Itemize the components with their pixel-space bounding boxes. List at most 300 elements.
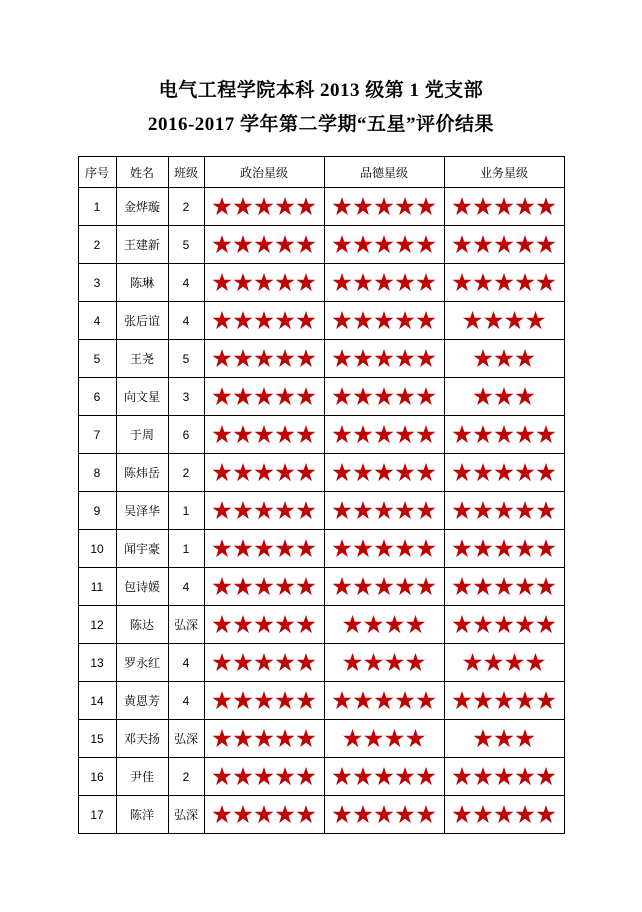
- star-icon: [453, 235, 472, 254]
- star-icon: [417, 273, 436, 292]
- star-icon: [375, 691, 394, 710]
- star-icon: [213, 577, 232, 596]
- cell-name: 王建新: [116, 226, 168, 264]
- star-icon: [474, 463, 493, 482]
- star-icon: [333, 387, 352, 406]
- star-icon: [343, 615, 362, 634]
- cell-moral-stars: [324, 264, 444, 302]
- star-group: [445, 539, 564, 558]
- star-icon: [417, 767, 436, 786]
- cell-index: 10: [78, 530, 116, 568]
- cell-political-stars: [204, 188, 324, 226]
- star-group: [325, 311, 444, 330]
- star-icon: [343, 653, 362, 672]
- star-icon: [474, 577, 493, 596]
- star-icon: [537, 767, 556, 786]
- star-icon: [474, 615, 493, 634]
- star-group: [205, 311, 324, 330]
- star-icon: [516, 349, 535, 368]
- star-icon: [484, 311, 503, 330]
- star-icon: [354, 805, 373, 824]
- star-icon: [516, 235, 535, 254]
- star-group: [325, 235, 444, 254]
- star-icon: [354, 767, 373, 786]
- star-icon: [516, 197, 535, 216]
- star-icon: [537, 615, 556, 634]
- star-icon: [333, 349, 352, 368]
- star-icon: [234, 539, 253, 558]
- column-header-index: 序号: [78, 157, 116, 188]
- star-icon: [385, 653, 404, 672]
- star-icon: [396, 805, 415, 824]
- star-icon: [297, 273, 316, 292]
- star-group: [445, 767, 564, 786]
- star-icon: [453, 197, 472, 216]
- star-icon: [234, 235, 253, 254]
- cell-moral-stars: [324, 568, 444, 606]
- table-header-row: [78, 157, 564, 188]
- star-group: [325, 767, 444, 786]
- star-icon: [297, 235, 316, 254]
- cell-political-stars: [204, 378, 324, 416]
- cell-business-stars: [444, 226, 564, 264]
- star-icon: [417, 577, 436, 596]
- star-icon: [453, 805, 472, 824]
- star-icon: [297, 349, 316, 368]
- star-icon: [396, 767, 415, 786]
- star-group: [325, 387, 444, 406]
- star-icon: [474, 805, 493, 824]
- star-icon: [375, 539, 394, 558]
- star-icon: [537, 805, 556, 824]
- star-group: [445, 311, 564, 330]
- star-group: [445, 425, 564, 444]
- star-icon: [364, 653, 383, 672]
- cell-index: 9: [78, 492, 116, 530]
- cell-name: 陈达: [116, 606, 168, 644]
- star-icon: [276, 311, 295, 330]
- star-icon: [234, 349, 253, 368]
- star-icon: [396, 235, 415, 254]
- cell-class: 1: [168, 492, 204, 530]
- star-icon: [354, 387, 373, 406]
- star-icon: [234, 425, 253, 444]
- star-group: [445, 691, 564, 710]
- star-group: [205, 539, 324, 558]
- star-icon: [474, 539, 493, 558]
- star-group: [445, 463, 564, 482]
- cell-name: 邓天扬: [116, 720, 168, 758]
- cell-moral-stars: [324, 188, 444, 226]
- star-icon: [276, 463, 295, 482]
- star-icon: [354, 539, 373, 558]
- cell-class: 4: [168, 264, 204, 302]
- star-icon: [255, 653, 274, 672]
- star-icon: [234, 615, 253, 634]
- star-icon: [276, 273, 295, 292]
- star-icon: [474, 501, 493, 520]
- star-group: [205, 273, 324, 292]
- star-icon: [375, 805, 394, 824]
- star-icon: [234, 273, 253, 292]
- star-group: [325, 463, 444, 482]
- cell-business-stars: [444, 758, 564, 796]
- cell-political-stars: [204, 264, 324, 302]
- cell-index: 12: [78, 606, 116, 644]
- cell-business-stars: [444, 302, 564, 340]
- star-icon: [255, 197, 274, 216]
- cell-class: 1: [168, 530, 204, 568]
- star-icon: [537, 425, 556, 444]
- star-icon: [484, 653, 503, 672]
- star-icon: [495, 349, 514, 368]
- cell-index: 11: [78, 568, 116, 606]
- title-line-2: 2016-2017 学年第二学期“五星”评价结果: [147, 114, 495, 135]
- star-icon: [276, 729, 295, 748]
- table-row: [78, 720, 564, 758]
- star-icon: [453, 501, 472, 520]
- star-icon: [516, 691, 535, 710]
- cell-index: 4: [78, 302, 116, 340]
- star-icon: [234, 311, 253, 330]
- star-icon: [333, 197, 352, 216]
- star-icon: [297, 463, 316, 482]
- star-icon: [354, 311, 373, 330]
- star-icon: [474, 767, 493, 786]
- cell-moral-stars: [324, 758, 444, 796]
- table-row: [78, 606, 564, 644]
- star-icon: [255, 615, 274, 634]
- star-icon: [213, 767, 232, 786]
- star-icon: [354, 425, 373, 444]
- star-icon: [354, 691, 373, 710]
- cell-business-stars: [444, 492, 564, 530]
- star-icon: [375, 197, 394, 216]
- cell-name: 陈炜岳: [116, 454, 168, 492]
- cell-class: 4: [168, 302, 204, 340]
- star-icon: [537, 463, 556, 482]
- star-icon: [396, 349, 415, 368]
- star-group: [325, 273, 444, 292]
- star-group: [205, 197, 324, 216]
- cell-index: 2: [78, 226, 116, 264]
- table-row: [78, 302, 564, 340]
- star-icon: [537, 691, 556, 710]
- star-icon: [354, 463, 373, 482]
- star-icon: [516, 539, 535, 558]
- star-icon: [276, 539, 295, 558]
- star-icon: [453, 615, 472, 634]
- star-group: [205, 805, 324, 824]
- star-icon: [516, 425, 535, 444]
- star-icon: [297, 729, 316, 748]
- star-icon: [385, 729, 404, 748]
- star-group: [445, 273, 564, 292]
- star-icon: [255, 235, 274, 254]
- star-icon: [255, 767, 274, 786]
- star-icon: [276, 501, 295, 520]
- star-icon: [537, 197, 556, 216]
- star-icon: [276, 197, 295, 216]
- cell-class: 2: [168, 454, 204, 492]
- star-icon: [417, 805, 436, 824]
- star-icon: [213, 615, 232, 634]
- star-group: [205, 501, 324, 520]
- cell-moral-stars: [324, 302, 444, 340]
- star-icon: [213, 501, 232, 520]
- cell-business-stars: [444, 606, 564, 644]
- star-icon: [276, 691, 295, 710]
- title-line-1: 电气工程学院本科 2013 级第 1 党支部: [158, 80, 484, 101]
- cell-business-stars: [444, 454, 564, 492]
- cell-index: 6: [78, 378, 116, 416]
- cell-political-stars: [204, 226, 324, 264]
- star-icon: [276, 387, 295, 406]
- cell-class: 弘深: [168, 606, 204, 644]
- star-icon: [255, 349, 274, 368]
- star-icon: [385, 615, 404, 634]
- star-icon: [234, 577, 253, 596]
- cell-index: 15: [78, 720, 116, 758]
- table-row: [78, 378, 564, 416]
- table-row: [78, 416, 564, 454]
- star-icon: [297, 805, 316, 824]
- star-icon: [495, 273, 514, 292]
- star-group: [205, 691, 324, 710]
- star-icon: [406, 729, 425, 748]
- cell-political-stars: [204, 492, 324, 530]
- star-icon: [516, 577, 535, 596]
- star-icon: [213, 425, 232, 444]
- star-icon: [474, 349, 493, 368]
- cell-name: 金烨璇: [116, 188, 168, 226]
- star-icon: [276, 615, 295, 634]
- star-icon: [495, 463, 514, 482]
- star-group: [325, 501, 444, 520]
- star-icon: [396, 197, 415, 216]
- table-row: [78, 758, 564, 796]
- star-icon: [417, 235, 436, 254]
- star-icon: [276, 235, 295, 254]
- star-icon: [453, 539, 472, 558]
- cell-political-stars: [204, 606, 324, 644]
- star-icon: [213, 463, 232, 482]
- star-icon: [234, 691, 253, 710]
- cell-political-stars: [204, 416, 324, 454]
- table-row: [78, 492, 564, 530]
- star-icon: [375, 235, 394, 254]
- star-group: [445, 729, 564, 748]
- star-icon: [375, 311, 394, 330]
- star-icon: [396, 501, 415, 520]
- star-icon: [234, 729, 253, 748]
- star-icon: [526, 653, 545, 672]
- star-icon: [276, 805, 295, 824]
- star-group: [205, 387, 324, 406]
- cell-political-stars: [204, 644, 324, 682]
- star-icon: [375, 767, 394, 786]
- table-row: [78, 188, 564, 226]
- column-header-business: 业务星级: [444, 157, 564, 188]
- star-icon: [406, 615, 425, 634]
- column-header-class: 班级: [168, 157, 204, 188]
- star-icon: [234, 463, 253, 482]
- cell-business-stars: [444, 416, 564, 454]
- column-header-name: 姓名: [116, 157, 168, 188]
- star-icon: [354, 235, 373, 254]
- star-icon: [213, 273, 232, 292]
- star-icon: [297, 311, 316, 330]
- cell-business-stars: [444, 340, 564, 378]
- cell-business-stars: [444, 796, 564, 834]
- star-icon: [333, 425, 352, 444]
- star-icon: [474, 691, 493, 710]
- star-group: [445, 653, 564, 672]
- star-icon: [474, 273, 493, 292]
- cell-class: 3: [168, 378, 204, 416]
- star-icon: [474, 729, 493, 748]
- table-row: [78, 264, 564, 302]
- cell-name: 吴泽华: [116, 492, 168, 530]
- star-icon: [516, 273, 535, 292]
- cell-moral-stars: [324, 378, 444, 416]
- star-icon: [474, 235, 493, 254]
- star-group: [445, 235, 564, 254]
- star-group: [445, 197, 564, 216]
- star-icon: [453, 463, 472, 482]
- star-icon: [537, 577, 556, 596]
- star-icon: [537, 539, 556, 558]
- star-icon: [354, 349, 373, 368]
- star-icon: [406, 653, 425, 672]
- star-icon: [333, 577, 352, 596]
- star-group: [445, 387, 564, 406]
- star-icon: [297, 767, 316, 786]
- star-icon: [255, 387, 274, 406]
- star-icon: [297, 387, 316, 406]
- star-icon: [453, 273, 472, 292]
- cell-business-stars: [444, 530, 564, 568]
- star-icon: [213, 729, 232, 748]
- star-icon: [297, 539, 316, 558]
- star-icon: [463, 653, 482, 672]
- star-icon: [375, 387, 394, 406]
- star-icon: [333, 273, 352, 292]
- star-icon: [276, 653, 295, 672]
- star-icon: [516, 805, 535, 824]
- star-icon: [505, 653, 524, 672]
- star-icon: [516, 463, 535, 482]
- cell-moral-stars: [324, 492, 444, 530]
- cell-moral-stars: [324, 606, 444, 644]
- star-icon: [213, 539, 232, 558]
- star-icon: [417, 501, 436, 520]
- star-icon: [297, 501, 316, 520]
- cell-political-stars: [204, 568, 324, 606]
- cell-political-stars: [204, 530, 324, 568]
- star-icon: [297, 653, 316, 672]
- table-header: [78, 157, 564, 188]
- star-group: [445, 501, 564, 520]
- cell-moral-stars: [324, 226, 444, 264]
- cell-class: 弘深: [168, 796, 204, 834]
- star-icon: [354, 577, 373, 596]
- cell-index: 16: [78, 758, 116, 796]
- star-group: [325, 197, 444, 216]
- cell-name: 张后谊: [116, 302, 168, 340]
- star-icon: [234, 387, 253, 406]
- star-icon: [516, 387, 535, 406]
- star-icon: [495, 501, 514, 520]
- cell-class: 2: [168, 758, 204, 796]
- star-icon: [453, 577, 472, 596]
- cell-political-stars: [204, 796, 324, 834]
- cell-political-stars: [204, 454, 324, 492]
- star-icon: [234, 805, 253, 824]
- star-icon: [255, 577, 274, 596]
- cell-class: 6: [168, 416, 204, 454]
- star-group: [445, 577, 564, 596]
- star-icon: [333, 463, 352, 482]
- table-row: [78, 568, 564, 606]
- star-icon: [417, 539, 436, 558]
- star-icon: [255, 729, 274, 748]
- star-icon: [417, 311, 436, 330]
- cell-index: 17: [78, 796, 116, 834]
- star-icon: [526, 311, 545, 330]
- star-icon: [495, 539, 514, 558]
- cell-political-stars: [204, 340, 324, 378]
- star-group: [325, 691, 444, 710]
- star-icon: [297, 691, 316, 710]
- star-icon: [396, 425, 415, 444]
- star-icon: [354, 197, 373, 216]
- star-group: [445, 349, 564, 368]
- star-group: [325, 539, 444, 558]
- star-icon: [516, 767, 535, 786]
- cell-class: 2: [168, 188, 204, 226]
- star-icon: [364, 615, 383, 634]
- star-icon: [417, 349, 436, 368]
- star-icon: [255, 273, 274, 292]
- star-group: [325, 805, 444, 824]
- star-icon: [213, 197, 232, 216]
- star-icon: [255, 463, 274, 482]
- star-icon: [333, 539, 352, 558]
- star-icon: [396, 311, 415, 330]
- star-icon: [333, 311, 352, 330]
- star-icon: [417, 463, 436, 482]
- star-rating-table-wrapper: [78, 156, 565, 834]
- cell-name: 罗永红: [116, 644, 168, 682]
- star-icon: [297, 577, 316, 596]
- star-icon: [333, 767, 352, 786]
- star-icon: [495, 767, 514, 786]
- star-icon: [537, 235, 556, 254]
- cell-moral-stars: [324, 340, 444, 378]
- star-group: [325, 615, 444, 634]
- star-icon: [495, 387, 514, 406]
- cell-index: 1: [78, 188, 116, 226]
- star-icon: [516, 729, 535, 748]
- cell-moral-stars: [324, 682, 444, 720]
- star-group: [205, 615, 324, 634]
- star-group: [325, 425, 444, 444]
- cell-moral-stars: [324, 796, 444, 834]
- cell-name: 包诗媛: [116, 568, 168, 606]
- star-icon: [375, 501, 394, 520]
- star-icon: [255, 805, 274, 824]
